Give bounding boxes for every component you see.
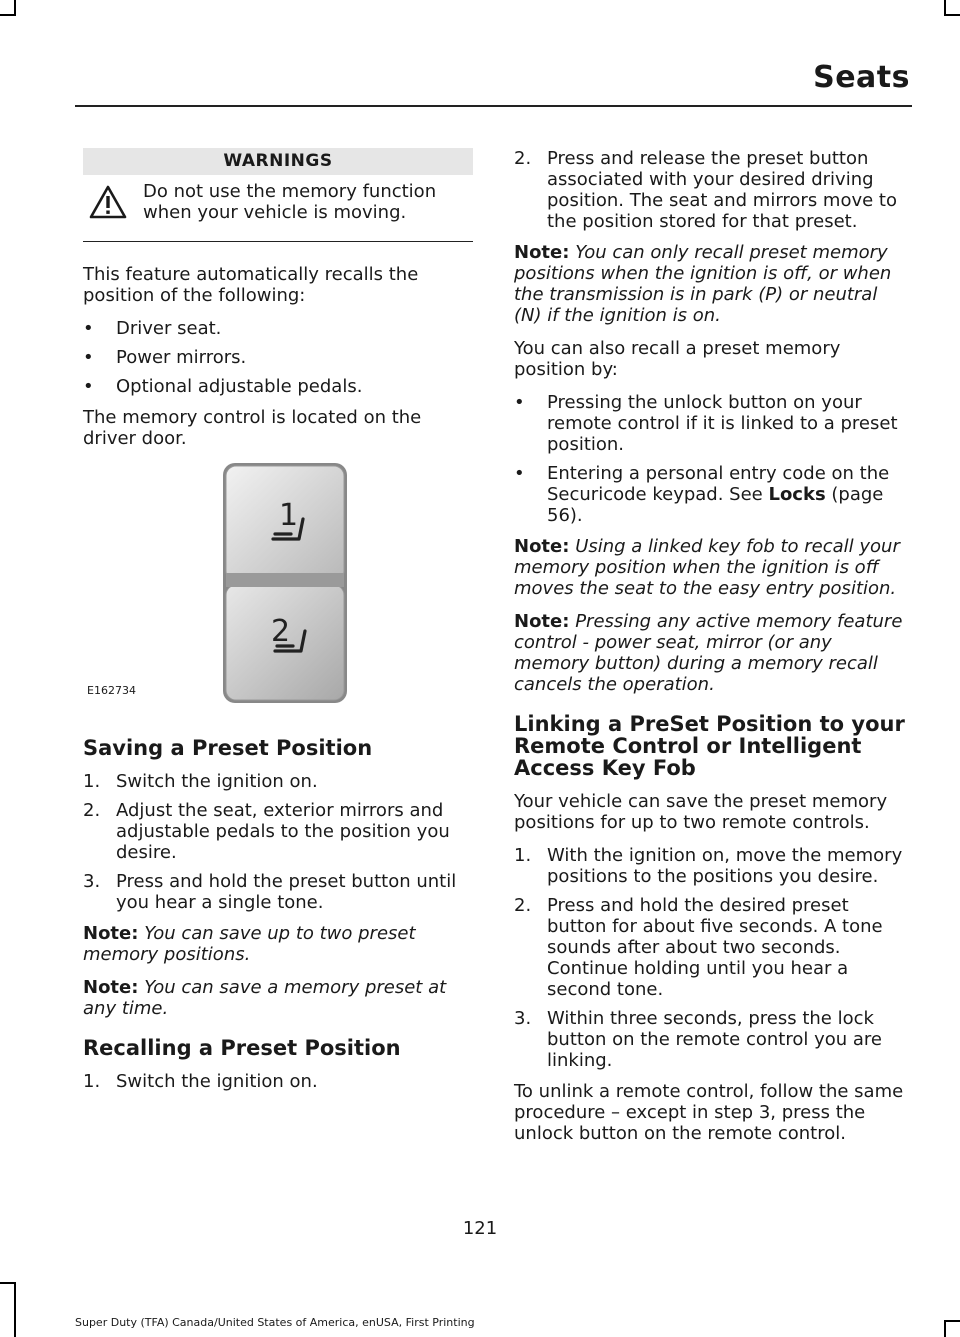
recall-methods-list <box>514 392 909 526</box>
note-text: Pressing any active memory feature control - power seat, mirror (or any memory button) during a memory recall cancels the operation. <box>514 611 903 695</box>
step-text: Switch the ignition on. <box>116 771 318 792</box>
intro-paragraph: This feature automatically recalls the position of the following: <box>83 264 419 306</box>
saving-heading: Saving a Preset Position <box>83 736 373 760</box>
step-number: 2. <box>514 895 532 916</box>
figure-code: E162734 <box>87 684 136 697</box>
step-number: 1. <box>83 1071 101 1092</box>
bullet-icon: • <box>514 392 525 413</box>
list-item-text: Optional adjustable pedals. <box>116 376 363 397</box>
bullet-text: Entering a personal entry code on the Securicode keypad. See <box>547 463 890 505</box>
location-paragraph: The memory control is located on the driver door. <box>83 407 422 449</box>
warning-triangle-icon <box>89 185 127 219</box>
memory-control-figure <box>83 461 473 719</box>
right-column <box>514 148 909 1156</box>
header-divider <box>75 105 912 107</box>
list-item <box>514 392 909 455</box>
list-item <box>514 148 909 232</box>
list-item <box>514 463 909 526</box>
note <box>83 977 473 1019</box>
unlink-paragraph: To unlink a remote control, follow the same procedure – except in step 3, press the unlock button on the remote control. <box>514 1081 904 1144</box>
recalling-steps-continued <box>514 148 909 232</box>
bullet-icon: • <box>83 318 94 339</box>
note-label: Note: <box>514 611 570 632</box>
crop-mark <box>14 0 16 16</box>
also-paragraph: You can also recall a preset memory position by: <box>514 338 841 380</box>
note-label: Note: <box>83 977 139 998</box>
list-item-text: Driver seat. <box>116 318 222 339</box>
list-item <box>514 1008 909 1071</box>
linking-steps <box>514 845 909 1071</box>
list-item <box>83 771 473 792</box>
button-1-label: 1 <box>279 498 299 533</box>
list-item <box>514 845 909 887</box>
note <box>514 611 909 695</box>
note-label: Note: <box>83 923 139 944</box>
crop-mark <box>944 0 946 16</box>
crop-mark <box>944 1320 946 1337</box>
note-text: Using a linked key fob to recall your memory position when the ignition is off moves the seat to the easy entry position. <box>514 536 900 599</box>
note <box>83 923 473 965</box>
note-label: Note: <box>514 536 570 557</box>
list-item <box>83 318 473 339</box>
step-number: 3. <box>514 1008 532 1029</box>
list-item <box>83 347 473 368</box>
crop-mark <box>0 14 14 16</box>
list-item-text <box>547 463 889 526</box>
crop-mark <box>944 1320 960 1322</box>
recall-items-list <box>83 318 473 397</box>
warning-text: Do not use the memory function when your vehicle is moving. <box>143 181 437 223</box>
list-item-text: Power mirrors. <box>116 347 247 368</box>
warning-box <box>83 181 473 242</box>
left-column <box>83 148 473 1102</box>
step-number: 2. <box>514 148 532 169</box>
list-item <box>83 871 473 913</box>
note-text: You can only recall preset memory positions when the ignition is off, or when the transmission is in park (P) or neutral (N) if the ignition is on. <box>514 242 892 326</box>
button-2-label: 2 <box>271 614 291 649</box>
crop-mark <box>944 14 960 16</box>
recalling-steps <box>83 1071 473 1092</box>
list-item <box>83 800 473 863</box>
note <box>514 242 909 326</box>
step-number: 2. <box>83 800 101 821</box>
memory-buttons-illustration <box>221 461 349 705</box>
crop-mark <box>14 1282 16 1337</box>
step-text: With the ignition on, move the memory positions to the positions you desire. <box>547 845 903 887</box>
note-label: Note: <box>514 242 570 263</box>
list-item <box>514 895 909 1000</box>
bullet-icon: • <box>83 347 94 368</box>
list-item <box>83 1071 473 1092</box>
note-text: You can save up to two preset memory positions. <box>83 923 416 965</box>
step-number: 1. <box>514 845 532 866</box>
locks-link[interactable]: Locks <box>768 484 826 505</box>
recalling-heading: Recalling a Preset Position <box>83 1036 401 1060</box>
page-title: Seats <box>813 60 910 95</box>
linking-heading: Linking a PreSet Position to your Remote Control or Intelligent Access Key Fob <box>514 712 905 780</box>
saving-steps <box>83 771 473 913</box>
bullet-icon: • <box>514 463 525 484</box>
bullet-icon: • <box>83 376 94 397</box>
step-number: 3. <box>83 871 101 892</box>
step-text: Adjust the seat, exterior mirrors and adjustable pedals to the position you desire. <box>116 800 450 863</box>
warnings-heading: WARNINGS <box>83 148 473 175</box>
step-text: Within three seconds, press the lock button on the remote control you are linking. <box>547 1008 882 1071</box>
crop-mark <box>0 1282 14 1284</box>
list-item <box>83 376 473 397</box>
note-text: You can save a memory preset at any time. <box>83 977 447 1019</box>
page-number: 121 <box>462 1218 498 1239</box>
step-text: Press and hold the preset button until you hear a single tone. <box>116 871 457 913</box>
step-number: 1. <box>83 771 101 792</box>
step-text: Press and hold the desired preset button for about five seconds. A tone sounds after about two seconds. Continue holding until you hear a second tone. <box>547 895 883 1000</box>
list-item-text: Pressing the unlock button on your remote control if it is linked to a preset position. <box>547 392 898 455</box>
footer-text: Super Duty (TFA) Canada/United States of America, enUSA, First Printing <box>75 1316 475 1329</box>
note <box>514 536 909 599</box>
step-text: Switch the ignition on. <box>116 1071 318 1092</box>
linking-intro: Your vehicle can save the preset memory positions for up to two remote controls. <box>514 791 888 833</box>
step-text: Press and release the preset button associated with your desired driving position. The seat and mirrors move to the position stored for that preset. <box>547 148 897 232</box>
page-reference: (page 56). <box>547 484 884 526</box>
